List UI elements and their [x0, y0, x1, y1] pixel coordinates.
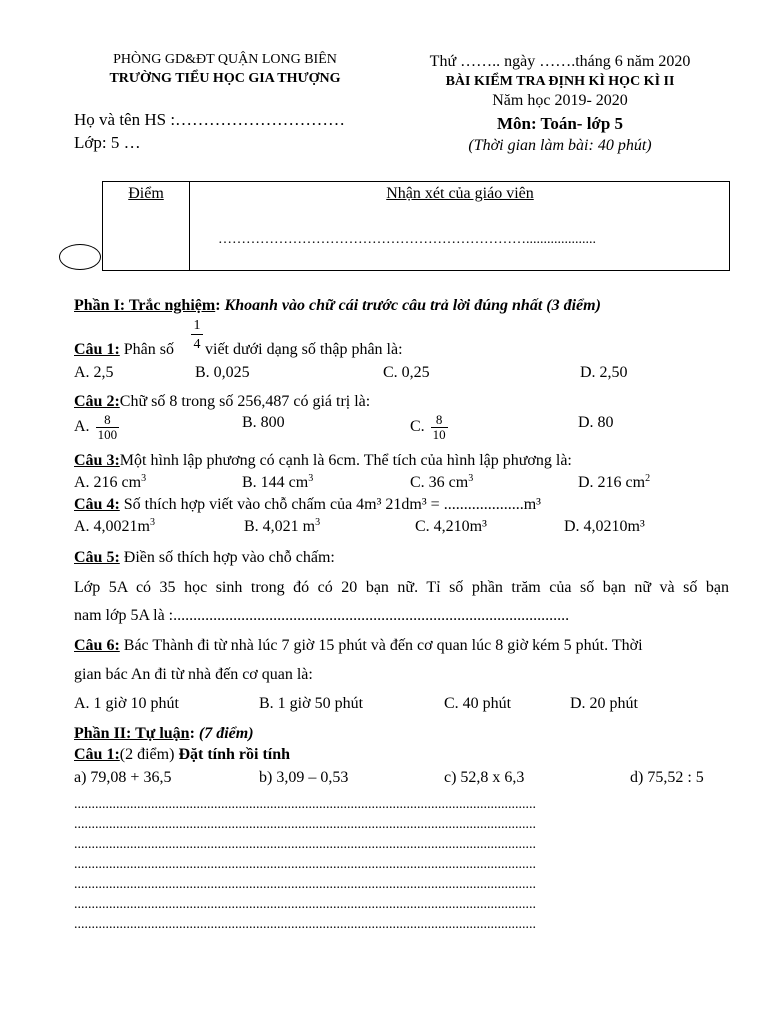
- date-line: Thứ …….. ngày …….tháng 6 năm 2020: [429, 53, 691, 70]
- q6-option-c[interactable]: C. 40 phút: [444, 695, 512, 712]
- q1-frac-den: 4: [193, 337, 201, 352]
- q2-option-c-fraction: $\frac{8}{10}$: [432, 412, 446, 442]
- q1-text-after: viết dưới dạng số thập phân là:: [205, 341, 403, 358]
- q4-option-c[interactable]: C. 4,210m³: [415, 518, 487, 535]
- q6-line1-rest: Bác Thành đi từ nhà lúc 7 giờ 15 phút và đến cơ quan lúc 8 giờ kém 5 phút. Thời: [119, 637, 643, 654]
- school-year: Năm học 2019- 2020: [492, 92, 628, 109]
- q4-option-d[interactable]: D. 4,0210m³: [564, 518, 645, 535]
- q4-option-b[interactable]: B. 4,021 $m^3$: [244, 517, 321, 535]
- q1-option-b[interactable]: B. 0,025: [195, 364, 250, 381]
- subject: Môn: Toán- lớp 5: [496, 114, 624, 133]
- q5-question: [74, 549, 335, 567]
- q4-text: Số thích hợp viết vào chỗ chấm của 4m³ 21dm³ = ....................m³: [119, 496, 541, 513]
- q1-option-d[interactable]: D. 2,50: [580, 364, 628, 381]
- p2q1-points: (2 điểm): [119, 746, 179, 763]
- q4-option-a[interactable]: A. $4,0021m^3$: [74, 517, 155, 535]
- q1-frac-bar: [191, 334, 203, 335]
- q2-option-c-prefix: C.: [410, 417, 429, 435]
- p2q1-item-b: b) 3,09 – 0,53: [259, 769, 349, 786]
- score-oval: [59, 244, 101, 270]
- p2q1-item-c: c) 52,8 x 6,3: [444, 769, 525, 786]
- q3-option-b[interactable]: B. 144 $cm^3$: [242, 473, 314, 491]
- p2q1-task: Đặt tính rồi tính: [178, 746, 291, 763]
- comment-label: Nhận xét của giáo viên: [386, 185, 534, 202]
- q6-option-b[interactable]: B. 1 giờ 50 phút: [259, 695, 364, 712]
- q2-text: Chữ số 8 trong số 256,487 có giá trị là:: [119, 393, 371, 410]
- score-box: [102, 181, 730, 271]
- comment-dots: …………………………………………………………....................: [218, 232, 596, 247]
- part1-title: Phần I: Trắc nghiệm: [74, 297, 216, 314]
- q1-option-a[interactable]: A. 2,5: [74, 364, 114, 381]
- q2-option-a-prefix: A.: [74, 417, 94, 435]
- q6-option-d[interactable]: D. 20 phút: [570, 695, 638, 712]
- part2-title: Phần II: Tự luận: [74, 725, 190, 742]
- score-label: Điểm: [128, 185, 164, 202]
- answer-line[interactable]: ....................................................................................................................................: [74, 818, 536, 832]
- part1-heading: [74, 297, 601, 315]
- q3-option-c[interactable]: C. 36 $cm^3$: [410, 473, 474, 491]
- q2-option-d[interactable]: D. 80: [578, 414, 614, 431]
- answer-line[interactable]: ....................................................................................................................................: [74, 838, 536, 852]
- p2q1-item-a: a) 79,08 + 36,5: [74, 769, 172, 786]
- q2-option-b[interactable]: B. 800: [242, 414, 285, 431]
- q5-line2: nam lớp 5A là :...................................................................................................: [74, 607, 570, 624]
- q3-option-d[interactable]: D. 216 $cm^2$: [578, 473, 651, 491]
- class-field: Lớp: 5 …: [74, 133, 141, 152]
- answer-line[interactable]: ....................................................................................................................................: [74, 918, 536, 932]
- q1-option-c[interactable]: C. 0,25: [383, 364, 430, 381]
- q4-question: [74, 496, 541, 514]
- q2-label: Câu 2:: [74, 393, 120, 410]
- answer-line[interactable]: ....................................................................................................................................: [74, 898, 536, 912]
- q5-label: Câu 5:: [74, 549, 120, 566]
- q1-frac-num: 1: [193, 318, 201, 333]
- q6-option-a[interactable]: A. 1 giờ 10 phút: [74, 695, 179, 712]
- q2-question: [74, 393, 370, 411]
- answer-line[interactable]: ....................................................................................................................................: [74, 798, 536, 812]
- q3-label: Câu 3:: [74, 452, 120, 469]
- q6-line1: [74, 637, 643, 655]
- q5-text: Điền số thích hợp vào chỗ chấm:: [119, 549, 335, 566]
- q2-option-a[interactable]: [74, 413, 121, 441]
- q1-label: Câu 1:: [74, 341, 120, 358]
- p2q1-item-d: d) 75,52 : 5: [630, 769, 704, 786]
- p2q1-label: Câu 1:: [74, 746, 120, 763]
- q3-question: [74, 452, 572, 470]
- student-name-field: Họ và tên HS :…………………………: [74, 110, 346, 129]
- q3-text: Một hình lập phương có cạnh là 6cm. Thể tích của hình lập phương là:: [119, 452, 572, 469]
- part2-colon: :: [189, 725, 199, 742]
- q4-label: Câu 4:: [74, 496, 120, 513]
- part1-instruction: Khoanh vào chữ cái trước câu trả lời đúng nhất (3 điểm): [224, 297, 601, 314]
- duration: (Thời gian làm bài: 40 phút): [468, 137, 652, 154]
- q2-option-c[interactable]: [410, 413, 450, 441]
- q3-option-a[interactable]: A. 216 $cm^3$: [74, 473, 147, 491]
- answer-line[interactable]: ....................................................................................................................................: [74, 878, 536, 892]
- exam-title: BÀI KIỂM TRA ĐỊNH KÌ HỌC KÌ II: [445, 74, 675, 89]
- q1-text-before: [74, 341, 174, 359]
- q5-line1: Lớp 5A có 35 học sinh trong đó có 20 bạn nữ. Tỉ số phần trăm của số bạn nữ và số bạn: [74, 579, 729, 596]
- q2-option-a-fraction: $\frac{8}{100}$: [97, 412, 118, 442]
- part1-colon: :: [215, 297, 225, 314]
- q1-lead: Phân số: [119, 341, 175, 358]
- q6-line2: gian bác An đi từ nhà đến cơ quan là:: [74, 666, 313, 683]
- school-name: TRƯỜNG TIỂU HỌC GIA THƯỢNG: [109, 71, 341, 86]
- part2-heading: [74, 725, 254, 743]
- part2-points: (7 điểm): [198, 725, 254, 742]
- answer-line[interactable]: ....................................................................................................................................: [74, 858, 536, 872]
- p2q1-heading: [74, 746, 290, 764]
- q6-label: Câu 6:: [74, 637, 120, 654]
- department-name: PHÒNG GD&ĐT QUẬN LONG BIÊN: [113, 52, 337, 67]
